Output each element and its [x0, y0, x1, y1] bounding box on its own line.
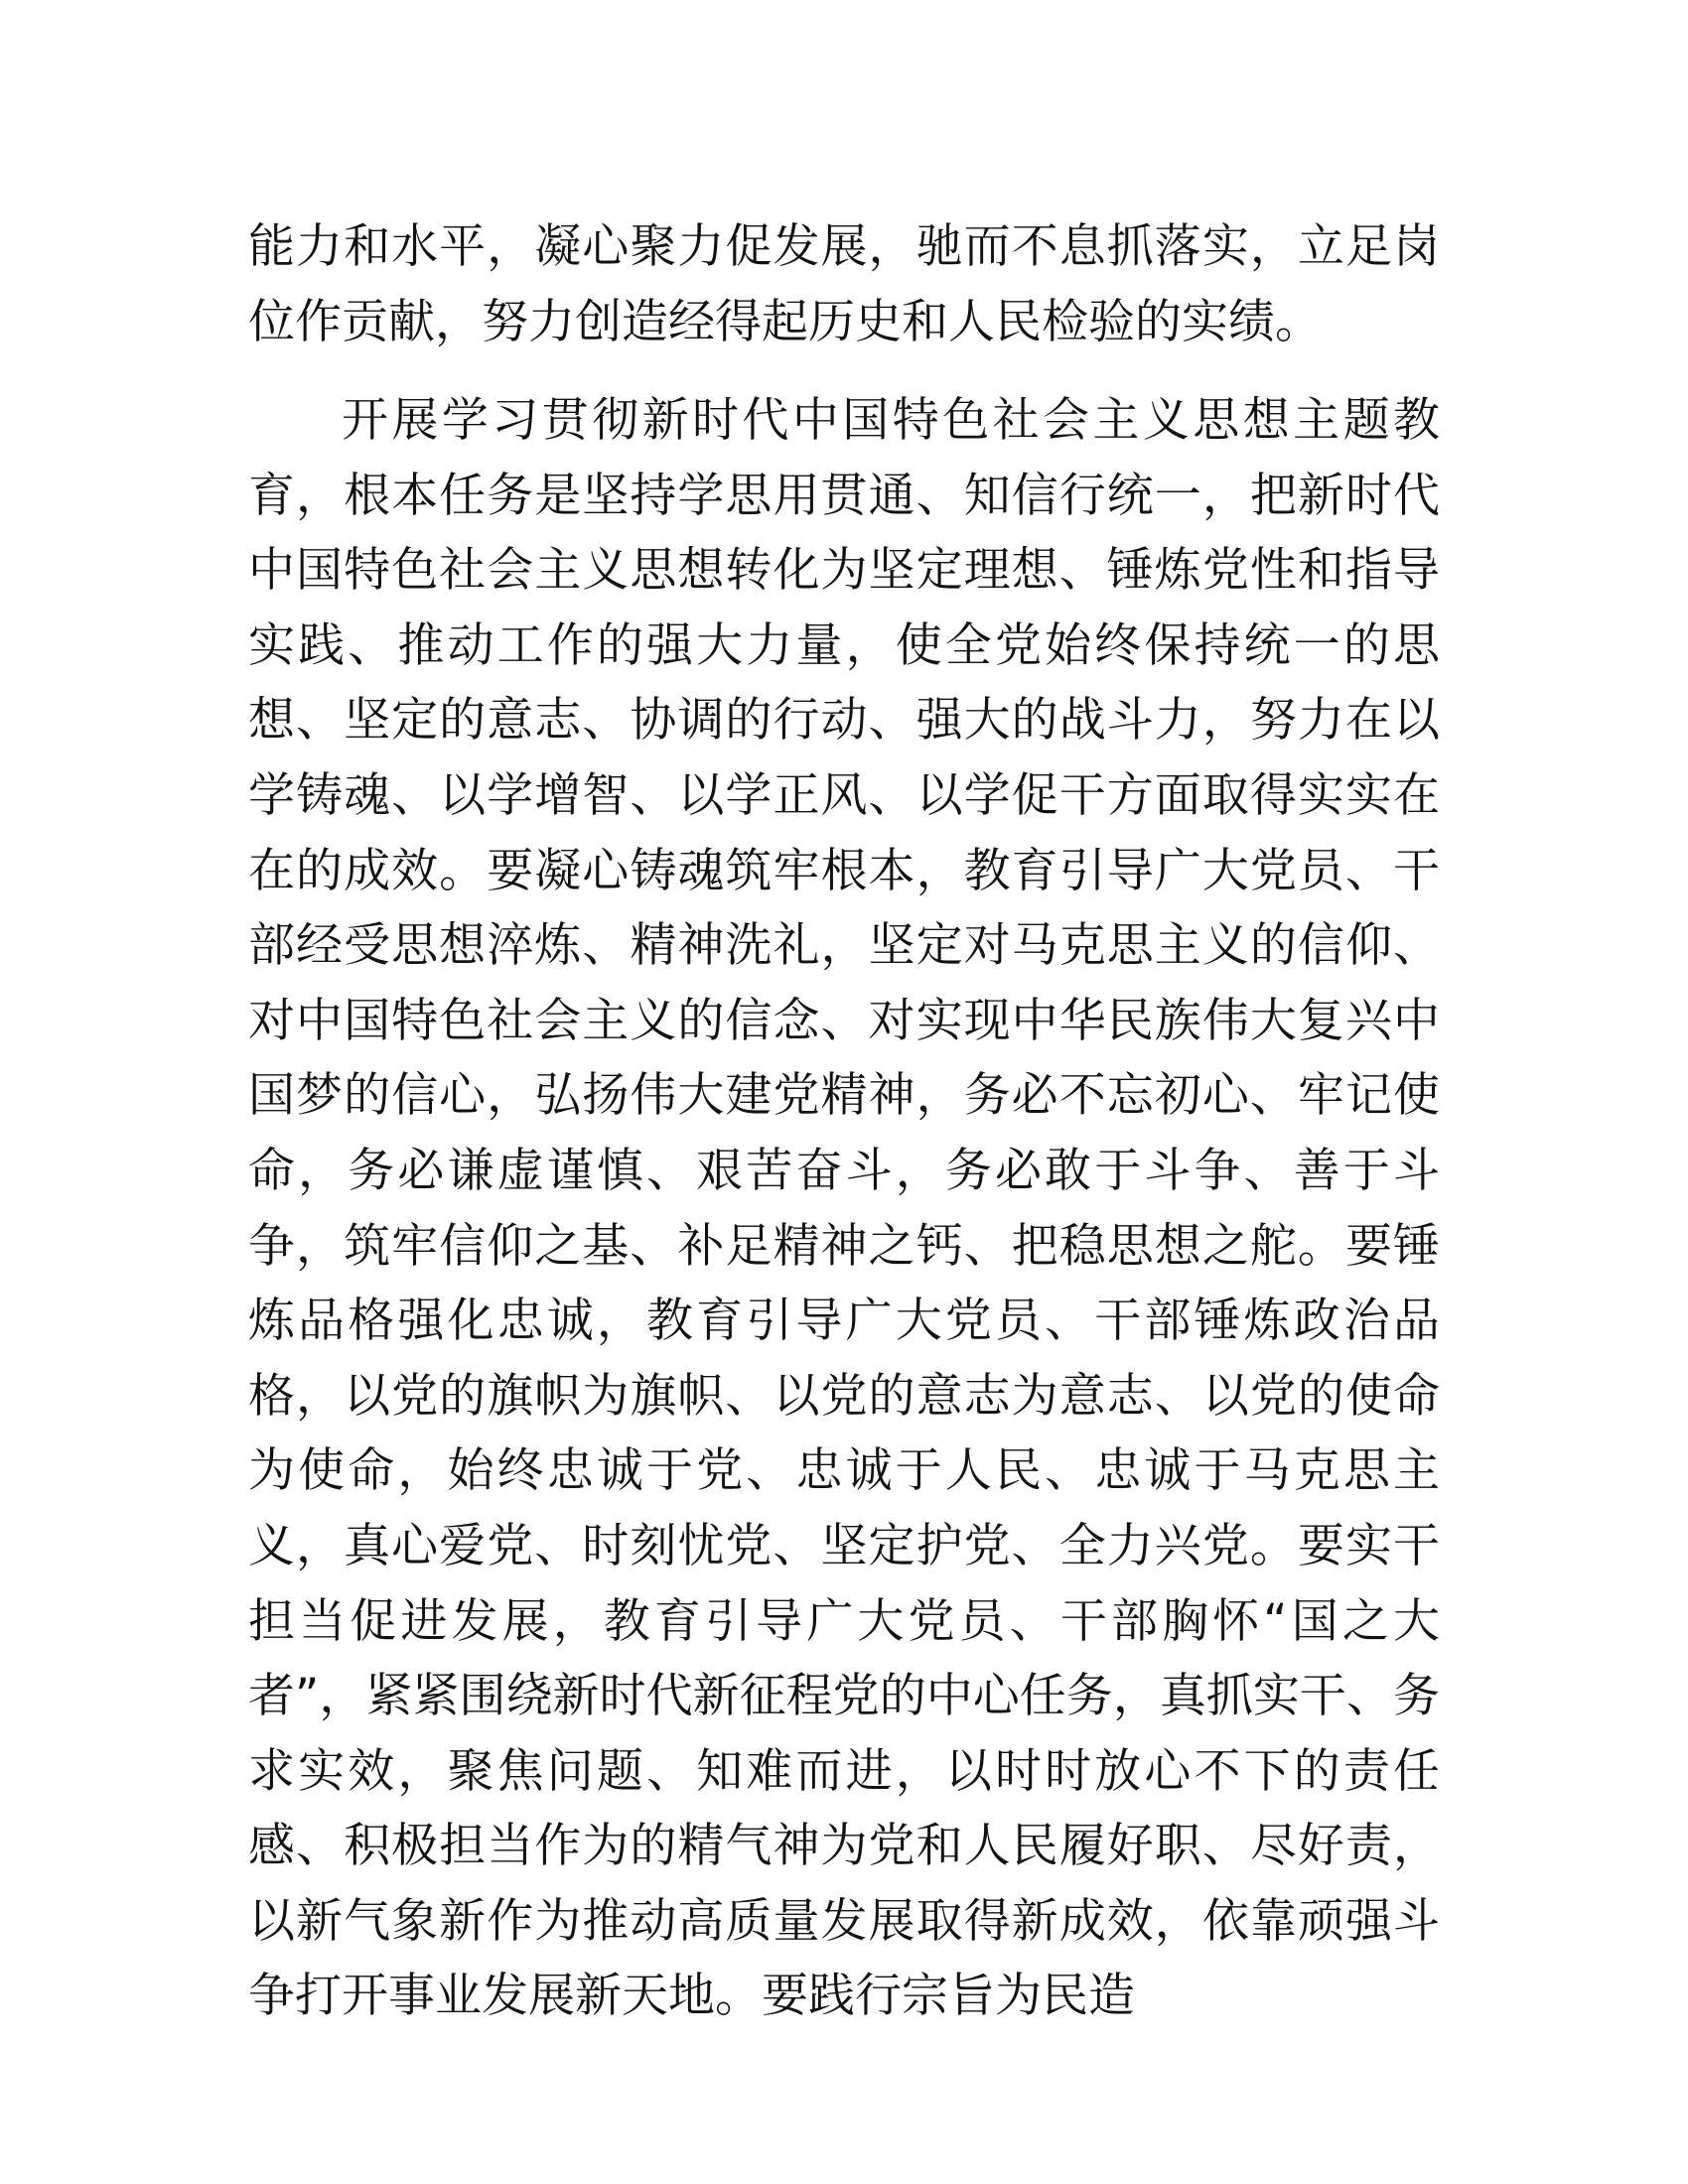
paragraph-main: 开展学习贯彻新时代中国特色社会主义思想主题教育，根本任务是坚持学思用贯通、知信行统一，把新时代中国特色社会主义思想转化为坚定理想、锤炼党性和指导实践、推动工作的强大力量，使全党始终保持统一的思想、坚定的意志、协调的行动、强大的战斗力，努力在以学铸魂、以学增智、以学正风、以学促干方面取得实实在在的成效。要凝心铸魂筑牢根本，教育引导广大党员、干部经受思想淬炼、精神洗礼，坚定对马克思主义的信仰、对中国特色社会主义的信念、对实现中华民族伟大复兴中国梦的信心，弘扬伟大建党精神，务必不忘初心、牢记使命，务必谦虚谨慎、艰苦奋斗，务必敢于斗争、善于斗争，筑牢信仰之基、补足精神之钙、把稳思想之舵。要锤炼品格强化忠诚，教育引导广大党员、干部锤炼政治品格，以党的旗帜为旗帜、以党的意志为意志、以党的使命为使命，始终忠诚于党、忠诚于人民、忠诚于马克思主义，真心爱党、时刻忧党、坚定护党、全力兴党。要实干担当促进发展，教育引导广大党员、干部胸怀“国之大者”，紧紧围绕新时代新征程党的中心任务，真抓实干、务求实效，聚焦问题、知难而进，以时时放心不下的责任感、积极担当作为的精气神为党和人民履好职、尽好责，以新气象新作为推动高质量发展取得新成效，依靠顽强斗争打开事业发展新天地。要践行宗旨为民造 — [248, 393, 1440, 2024]
paragraph-continued: 能力和水平，凝心聚力促发展，驰而不息抓落实，立足岗位作贡献，努力创造经得起历史和人民检验的实绩。 — [248, 219, 1440, 349]
